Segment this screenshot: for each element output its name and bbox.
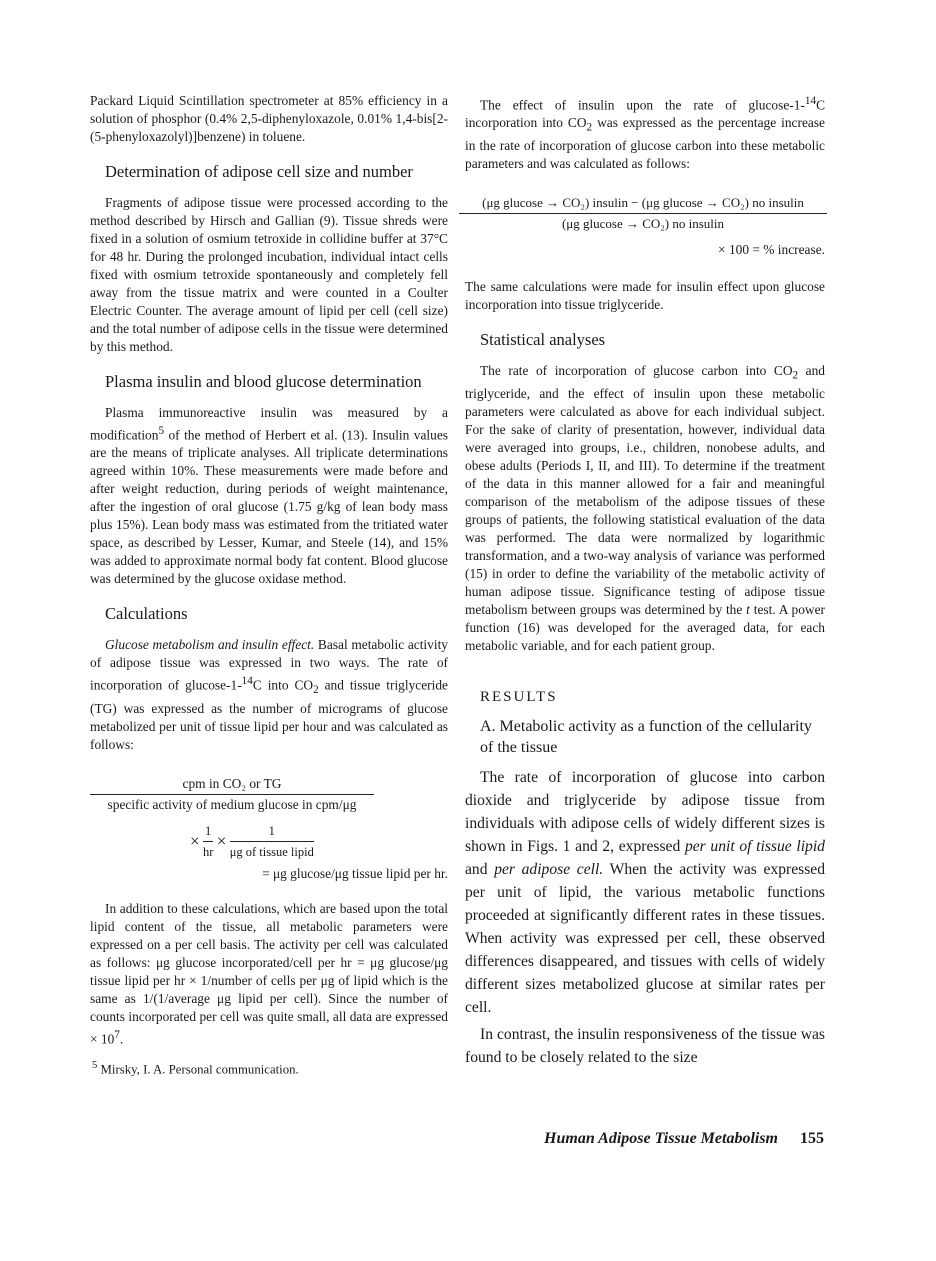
equation-rate: $\frac{\text{cpm in CO₂ or TG}}{\text{specific activity of medium glucose in cpm/μg}}$ bbox=[90, 776, 448, 813]
paragraph-statistical: The rate of incorporation of glucose carbon into $CO_2$ and triglyceride, and the effect of insulin upon these metabolic parameters were calculated as above for each individual subject. For the sake of clarity of presentation, however, individual data were averaged into groups, i.e., children, nonobese adults, and obese adults (Periods I, II, and III). To determine if the treatment of the data in this manner allowed for a fair and meaningful comparison of the metabolism of the adipose tissues of these groups of patients, the following statistical evaluation of the data was performed. The data were normalized by logarithmic transformation, and a two-way analysis of variance was performed (15) in order to define the variability of the metabolic activity of human adipose tissue. Significance testing of adipose tissue metabolism between groups was determined by the t test. A power function (16) was developed for the averaged data, for each metabolic variable, and for each patient group. bbox=[465, 363, 825, 653]
right-column bbox=[465, 92, 825, 1069]
left-column bbox=[90, 92, 448, 1077]
paragraph-insulin: Plasma immunoreactive insulin was measured by a modification$^5$ of the method of Herbert et al. (13). Insulin values are the means of triplicate analyses. All triplicate determinations agreed within 10%. These measurements were made before and after weight reduction, during periods of weight maintenance, after the ingestion of oral glucose (1.75 g/kg of lean body mass plus 15%). Lean body mass was estimated from the tritiated water space, as described by Lesser, Kumar, and Steele (14), and 15% was added to approximate normal body fat content. Blood glucose was determined by the glucose oxidase method. bbox=[90, 405, 448, 587]
paragraph-scintillation: Packard Liquid Scintillation spectrometer at 85% efficiency in a solution of phosphor (0.4% 2,5-diphenyloxazole, 0.01% 1,4-bis[2-(5-phenyloxazolyl)]benzene) in toluene. bbox=[90, 93, 448, 144]
heading-statistical: Statistical analyses bbox=[480, 330, 606, 350]
paragraph-results-1: The rate of incorporation of glucose into carbon dioxide and triglyceride by adipose tissue from individuals with adipose cells of widely different sizes is shown in Figs. 1 and 2, expressed per unit of tissue lipid and per adipose cell. When the activity was expressed per unit of lipid, the various metabolic functions proceeded at significantly different rates in these tissues. When activity was expressed per cell, these observed differences disappeared, and tissues with cells of widely different sizes metabolized glucose at similar rates per cell. bbox=[465, 768, 826, 1016]
paragraph-calculations: Glucose metabolism and insulin effect. Basal metabolic activity of adipose tissue was expressed in two ways. The rate of incorporation of glucose-1-$^{14}$C into $CO_2$ and tissue triglyceride (TG) was expressed as the number of micrograms of glucose metabolized per unit of tissue lipid per hour and was calculated as follows: bbox=[90, 637, 448, 752]
heading-calculations: Calculations bbox=[105, 604, 188, 624]
equation-factors: × $\frac{1}{hr}$ × $\frac{1}{\text{μg of tissue lipid}}$ bbox=[190, 823, 314, 859]
page-footer bbox=[544, 1130, 824, 1148]
paragraph-same-calc: The same calculations were made for insulin effect upon glucose incorporation into tissue triglyceride. bbox=[465, 279, 825, 313]
equation-percent-result: × 100 = % increase. bbox=[718, 242, 825, 258]
heading-results: RESULTS bbox=[480, 688, 558, 705]
paragraph-results-2: In contrast, the insulin responsiveness of the tissue was found to be closely related to the size bbox=[465, 1025, 825, 1066]
footnote: $^5$ Mirsky, I. A. Personal communication. bbox=[92, 1060, 299, 1077]
heading-cell-size: Determination of adipose cell size and number bbox=[105, 162, 413, 181]
running-title: Human Adipose Tissue Metabolism bbox=[544, 1130, 778, 1147]
heading-metabolic-activity: A. Metabolic activity as a function of the cellularity of the tissue bbox=[480, 717, 812, 756]
page-number: 155 bbox=[800, 1130, 824, 1147]
equation-percent-increase: $\frac{\text{(μg glucose → CO₂) insulin − (μg glucose → CO₂) no insulin}}{\text{(μg glucose → CO₂) no insulin}}$ bbox=[465, 195, 825, 232]
paragraph-insulin-effect: The effect of insulin upon the rate of glucose-1-$^{14}$C incorporation into $CO_2$ was expressed as the percentage increase in the rate of incorporation of glucose carbon into these metabolic parameters and was calculated as follows: bbox=[465, 95, 825, 172]
equation-result: = μg glucose/μg tissue lipid per hr. bbox=[262, 865, 448, 881]
heading-insulin: Plasma insulin and blood glucose determination bbox=[105, 372, 422, 391]
paragraph-per-cell: In addition to these calculations, which are based upon the total lipid content of the tissue, all metabolic parameters were expressed on a per cell basis. The activity per cell was calculated as follows: μg glucose incorporated/cell per hr = μg glucose/μg tissue lipid per hr × 1/number of cells per μg of lipid which is the same as 1/(1/average μg lipid per cell). Since the number of counts incorporated per cell was quite small, all data are expressed × $10^7$. bbox=[90, 900, 448, 1047]
footnote-ref: 5 bbox=[158, 425, 165, 437]
paragraph-cell-size: Fragments of adipose tissue were processed according to the method described by Hirsch and Gallian (9). Tissue shreds were fixed in a solution of osmium tetroxide in collidine buffer at 37°C for 48 hr. During the prolonged incubation, individual intact cells fixed with osmium tetroxide spontaneously and completely fell away from the tissue matrix and were counted in a Coulter Electric Counter. The average amount of lipid per cell (cell size) and the total number of adipose cells in the tissue were determined by this method. bbox=[90, 195, 448, 354]
